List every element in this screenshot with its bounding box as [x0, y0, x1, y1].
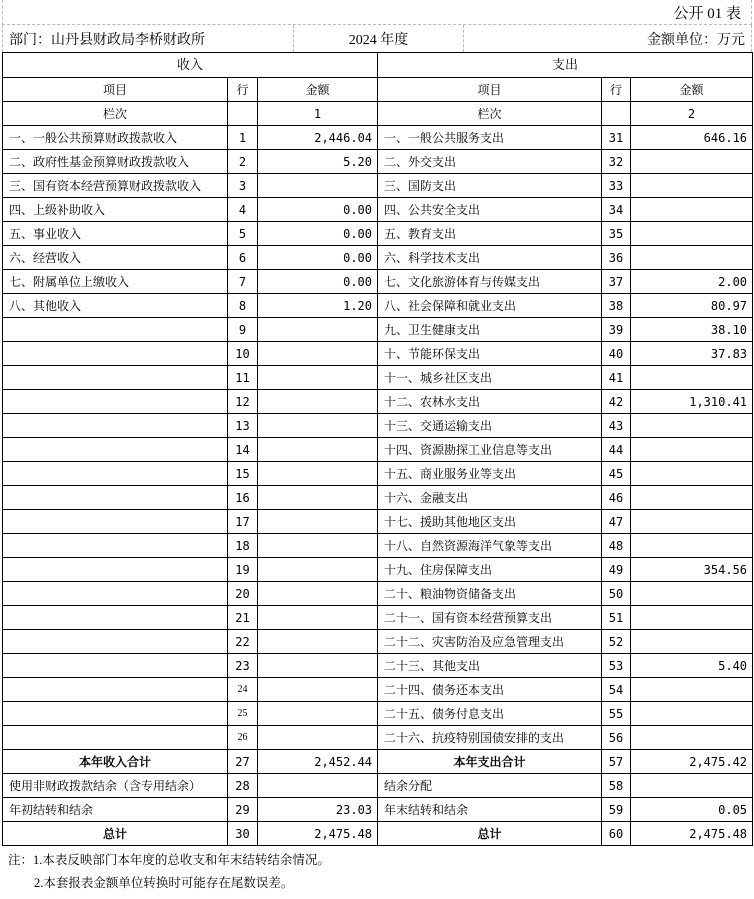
expense-item-cell: 十三、交通运输支出 — [378, 414, 602, 438]
income-lanci-empty — [228, 102, 258, 126]
expense-item-cell: 十八、自然资源海洋气象等支出 — [378, 534, 602, 558]
table-row — [3, 774, 753, 798]
income-item-cell: 总计 — [3, 822, 228, 846]
income-amount-cell — [258, 726, 378, 750]
income-item-cell — [3, 558, 228, 582]
expense-item-cell: 本年支出合计 — [378, 750, 602, 774]
income-row-number-cell: 29 — [228, 798, 258, 822]
income-row-number-cell: 19 — [228, 558, 258, 582]
income-amount-cell: 2,452.44 — [258, 750, 378, 774]
income-item-cell — [3, 654, 228, 678]
table-row — [3, 270, 753, 294]
expense-amount-cell: 2,475.42 — [631, 750, 753, 774]
income-row-number-cell: 1 — [228, 126, 258, 150]
income-amount-cell: 0.00 — [258, 222, 378, 246]
meta-band — [2, 25, 752, 52]
income-row-number-cell: 11 — [228, 366, 258, 390]
income-item-cell — [3, 510, 228, 534]
income-row-number-cell: 26 — [228, 726, 258, 750]
income-item-cell — [3, 462, 228, 486]
expense-amount-cell — [631, 246, 753, 270]
income-row-number-cell: 20 — [228, 582, 258, 606]
table-row — [3, 318, 753, 342]
income-amount-cell — [258, 174, 378, 198]
expense-item-cell: 十、节能环保支出 — [378, 342, 602, 366]
income-col-amount: 金额 — [258, 78, 378, 102]
expense-amount-cell — [631, 702, 753, 726]
expense-lanci-value: 2 — [631, 102, 753, 126]
expense-row-number-cell: 40 — [602, 342, 631, 366]
expense-row-number-cell: 46 — [602, 486, 631, 510]
income-row-number-cell: 18 — [228, 534, 258, 558]
income-lanci-value: 1 — [258, 102, 378, 126]
expense-item-cell: 二十四、债务还本支出 — [378, 678, 602, 702]
table-row — [3, 390, 753, 414]
expense-row-number-cell: 59 — [602, 798, 631, 822]
expense-item-cell: 九、卫生健康支出 — [378, 318, 602, 342]
table-row — [3, 582, 753, 606]
income-item-cell — [3, 414, 228, 438]
income-amount-cell — [258, 414, 378, 438]
table-row — [3, 750, 753, 774]
income-row-number-cell: 2 — [228, 150, 258, 174]
income-amount-cell — [258, 390, 378, 414]
income-row-number-cell: 23 — [228, 654, 258, 678]
expense-item-cell: 一、一般公共服务支出 — [378, 126, 602, 150]
income-amount-cell — [258, 318, 378, 342]
income-row-number-cell: 8 — [228, 294, 258, 318]
income-item-cell: 六、经营收入 — [3, 246, 228, 270]
table-row — [3, 558, 753, 582]
income-row-number-cell: 5 — [228, 222, 258, 246]
income-amount-cell: 0.00 — [258, 246, 378, 270]
table-row — [3, 534, 753, 558]
income-item-cell: 本年收入合计 — [3, 750, 228, 774]
income-row-number-cell: 10 — [228, 342, 258, 366]
table-row — [3, 342, 753, 366]
expense-col-item: 项目 — [378, 78, 602, 102]
expense-item-cell: 十九、住房保障支出 — [378, 558, 602, 582]
income-amount-cell: 1.20 — [258, 294, 378, 318]
income-amount-cell — [258, 342, 378, 366]
income-amount-cell — [258, 678, 378, 702]
sheet-label: 公开 01 表 — [673, 5, 741, 22]
table-row — [3, 678, 753, 702]
expense-row-number-cell: 48 — [602, 534, 631, 558]
expense-amount-cell — [631, 366, 753, 390]
income-amount-cell: 0.00 — [258, 270, 378, 294]
expense-row-number-cell: 47 — [602, 510, 631, 534]
income-item-cell — [3, 366, 228, 390]
income-item-cell — [3, 390, 228, 414]
expense-amount-cell — [631, 534, 753, 558]
expense-row-number-cell: 58 — [602, 774, 631, 798]
expense-item-cell: 十一、城乡社区支出 — [378, 366, 602, 390]
income-item-cell: 五、事业收入 — [3, 222, 228, 246]
income-amount-cell — [258, 366, 378, 390]
table-row — [3, 630, 753, 654]
expense-amount-cell — [631, 630, 753, 654]
expense-item-cell: 二十三、其他支出 — [378, 654, 602, 678]
expense-amount-cell — [631, 462, 753, 486]
expense-lanci-empty — [602, 102, 631, 126]
income-row-number-cell: 21 — [228, 606, 258, 630]
expense-amount-cell — [631, 582, 753, 606]
income-row-number-cell: 4 — [228, 198, 258, 222]
expense-amount-cell — [631, 486, 753, 510]
expense-item-cell: 结余分配 — [378, 774, 602, 798]
expense-item-cell: 七、文化旅游体育与传媒支出 — [378, 270, 602, 294]
table-row — [3, 366, 753, 390]
expense-item-cell: 十七、援助其他地区支出 — [378, 510, 602, 534]
income-item-cell — [3, 630, 228, 654]
expense-amount-cell — [631, 414, 753, 438]
income-amount-cell — [258, 630, 378, 654]
income-amount-cell: 5.20 — [258, 150, 378, 174]
expense-row-number-cell: 53 — [602, 654, 631, 678]
table-row — [3, 150, 753, 174]
table-row — [3, 606, 753, 630]
expense-row-number-cell: 52 — [602, 630, 631, 654]
expense-amount-cell — [631, 678, 753, 702]
table-row — [3, 510, 753, 534]
sheet-label-row — [2, 0, 752, 25]
income-item-cell: 八、其他收入 — [3, 294, 228, 318]
expense-amount-cell: 354.56 — [631, 558, 753, 582]
budget-table — [2, 52, 753, 846]
expense-row-number-cell: 32 — [602, 150, 631, 174]
expense-row-number-cell: 34 — [602, 198, 631, 222]
income-row-number-cell: 15 — [228, 462, 258, 486]
income-item-cell — [3, 534, 228, 558]
table-row — [3, 174, 753, 198]
expense-row-number-cell: 54 — [602, 678, 631, 702]
income-item-cell — [3, 702, 228, 726]
expense-item-cell: 十四、资源勘探工业信息等支出 — [378, 438, 602, 462]
expense-amount-cell: 37.83 — [631, 342, 753, 366]
income-amount-cell — [258, 702, 378, 726]
table-row — [3, 822, 753, 846]
income-amount-cell — [258, 774, 378, 798]
income-amount-cell — [258, 654, 378, 678]
expense-item-cell: 二十五、债务付息支出 — [378, 702, 602, 726]
income-row-number-cell: 30 — [228, 822, 258, 846]
table-row — [3, 222, 753, 246]
expense-row-number-cell: 33 — [602, 174, 631, 198]
expense-item-cell: 五、教育支出 — [378, 222, 602, 246]
income-amount-cell — [258, 558, 378, 582]
expense-row-number-cell: 35 — [602, 222, 631, 246]
expense-amount-cell — [631, 222, 753, 246]
expense-row-number-cell: 36 — [602, 246, 631, 270]
income-row-number-cell: 28 — [228, 774, 258, 798]
income-item-cell — [3, 582, 228, 606]
income-amount-cell — [258, 582, 378, 606]
income-item-cell — [3, 342, 228, 366]
table-row — [3, 126, 753, 150]
income-item-cell — [3, 606, 228, 630]
income-row-number-cell: 13 — [228, 414, 258, 438]
table-row — [3, 198, 753, 222]
income-amount-cell: 2,475.48 — [258, 822, 378, 846]
expense-row-number-cell: 44 — [602, 438, 631, 462]
income-row-number-cell: 6 — [228, 246, 258, 270]
income-item-cell: 四、上级补助收入 — [3, 198, 228, 222]
income-amount-cell — [258, 534, 378, 558]
income-item-cell: 二、政府性基金预算财政拨款收入 — [3, 150, 228, 174]
income-row-number-cell: 27 — [228, 750, 258, 774]
income-amount-cell: 23.03 — [258, 798, 378, 822]
footnotes — [0, 849, 754, 895]
column-header-row — [3, 78, 753, 102]
column-index-row — [3, 102, 753, 126]
income-row-number-cell: 9 — [228, 318, 258, 342]
expense-row-number-cell: 37 — [602, 270, 631, 294]
income-item-cell — [3, 318, 228, 342]
income-row-number-cell: 16 — [228, 486, 258, 510]
income-amount-cell: 2,446.04 — [258, 126, 378, 150]
income-amount-cell — [258, 510, 378, 534]
expense-row-number-cell: 56 — [602, 726, 631, 750]
expense-amount-cell — [631, 198, 753, 222]
expense-amount-cell: 38.10 — [631, 318, 753, 342]
expense-item-cell: 年末结转和结余 — [378, 798, 602, 822]
expense-amount-cell: 2,475.48 — [631, 822, 753, 846]
expense-amount-cell: 0.05 — [631, 798, 753, 822]
income-col-row: 行 — [228, 78, 258, 102]
expense-section-header: 支出 — [378, 53, 753, 78]
income-lanci-label: 栏次 — [3, 102, 228, 126]
expense-item-cell: 二、外交支出 — [378, 150, 602, 174]
department-label: 部门：山丹县财政局李桥财政所 — [9, 32, 205, 48]
table-row — [3, 486, 753, 510]
income-item-cell: 一、一般公共预算财政拨款收入 — [3, 126, 228, 150]
table-row — [3, 246, 753, 270]
income-row-number-cell: 17 — [228, 510, 258, 534]
expense-amount-cell: 5.40 — [631, 654, 753, 678]
income-item-cell — [3, 678, 228, 702]
expense-amount-cell — [631, 174, 753, 198]
expense-amount-cell — [631, 726, 753, 750]
expense-row-number-cell: 41 — [602, 366, 631, 390]
expense-item-cell: 四、公共安全支出 — [378, 198, 602, 222]
expense-row-number-cell: 39 — [602, 318, 631, 342]
expense-item-cell: 三、国防支出 — [378, 174, 602, 198]
expense-col-amount: 金额 — [631, 78, 753, 102]
table-row — [3, 414, 753, 438]
table-row — [3, 654, 753, 678]
income-amount-cell — [258, 486, 378, 510]
expense-row-number-cell: 50 — [602, 582, 631, 606]
income-row-number-cell: 22 — [228, 630, 258, 654]
expense-row-number-cell: 49 — [602, 558, 631, 582]
income-amount-cell — [258, 438, 378, 462]
table-row — [3, 294, 753, 318]
table-row — [3, 798, 753, 822]
table-row — [3, 702, 753, 726]
table-row — [3, 462, 753, 486]
income-row-number-cell: 14 — [228, 438, 258, 462]
income-col-item: 项目 — [3, 78, 228, 102]
income-row-number-cell: 24 — [228, 678, 258, 702]
expense-amount-cell: 80.97 — [631, 294, 753, 318]
expense-row-number-cell: 31 — [602, 126, 631, 150]
expense-item-cell: 二十、粮油物资储备支出 — [378, 582, 602, 606]
income-amount-cell — [258, 606, 378, 630]
expense-item-cell: 二十二、灾害防治及应急管理支出 — [378, 630, 602, 654]
expense-amount-cell: 2.00 — [631, 270, 753, 294]
expense-amount-cell — [631, 150, 753, 174]
income-item-cell — [3, 486, 228, 510]
expense-row-number-cell: 45 — [602, 462, 631, 486]
income-amount-cell: 0.00 — [258, 198, 378, 222]
expense-amount-cell — [631, 606, 753, 630]
expense-row-number-cell: 42 — [602, 390, 631, 414]
footnote-2: 2.本套报表金额单位转换时可能存在尾数误差。 — [34, 876, 294, 890]
expense-item-cell: 六、科学技术支出 — [378, 246, 602, 270]
expense-row-number-cell: 55 — [602, 702, 631, 726]
expense-lanci-label: 栏次 — [378, 102, 602, 126]
expense-row-number-cell: 51 — [602, 606, 631, 630]
income-amount-cell — [258, 462, 378, 486]
amount-unit-label: 金额单位：万元 — [647, 32, 745, 48]
expense-amount-cell — [631, 510, 753, 534]
expense-item-cell: 十二、农林水支出 — [378, 390, 602, 414]
income-row-number-cell: 25 — [228, 702, 258, 726]
section-header-row — [3, 53, 753, 78]
expense-amount-cell: 646.16 — [631, 126, 753, 150]
expense-row-number-cell: 43 — [602, 414, 631, 438]
income-item-cell — [3, 438, 228, 462]
expense-item-cell: 八、社会保障和就业支出 — [378, 294, 602, 318]
expense-row-number-cell: 38 — [602, 294, 631, 318]
expense-item-cell: 二十一、国有资本经营预算支出 — [378, 606, 602, 630]
income-row-number-cell: 12 — [228, 390, 258, 414]
expense-item-cell: 总计 — [378, 822, 602, 846]
expense-col-row: 行 — [602, 78, 631, 102]
table-row — [3, 438, 753, 462]
footnote-1: 注：1.本表反映部门本年度的总收支和年末结转结余情况。 — [8, 853, 330, 867]
income-item-cell: 三、国有资本经营预算财政拨款收入 — [3, 174, 228, 198]
expense-amount-cell — [631, 774, 753, 798]
expense-row-number-cell: 57 — [602, 750, 631, 774]
fiscal-year-label: 2024 年度 — [293, 25, 464, 52]
income-row-number-cell: 7 — [228, 270, 258, 294]
income-item-cell: 年初结转和结余 — [3, 798, 228, 822]
expense-item-cell: 十六、金融支出 — [378, 486, 602, 510]
income-item-cell — [3, 726, 228, 750]
income-item-cell: 七、附属单位上缴收入 — [3, 270, 228, 294]
income-row-number-cell: 3 — [228, 174, 258, 198]
income-section-header: 收入 — [3, 53, 378, 78]
table-row — [3, 726, 753, 750]
expense-item-cell: 十五、商业服务业等支出 — [378, 462, 602, 486]
expense-row-number-cell: 60 — [602, 822, 631, 846]
expense-item-cell: 二十六、抗疫特别国债安排的支出 — [378, 726, 602, 750]
expense-amount-cell — [631, 438, 753, 462]
expense-amount-cell: 1,310.41 — [631, 390, 753, 414]
income-item-cell: 使用非财政拨款结余（含专用结余） — [3, 774, 228, 798]
